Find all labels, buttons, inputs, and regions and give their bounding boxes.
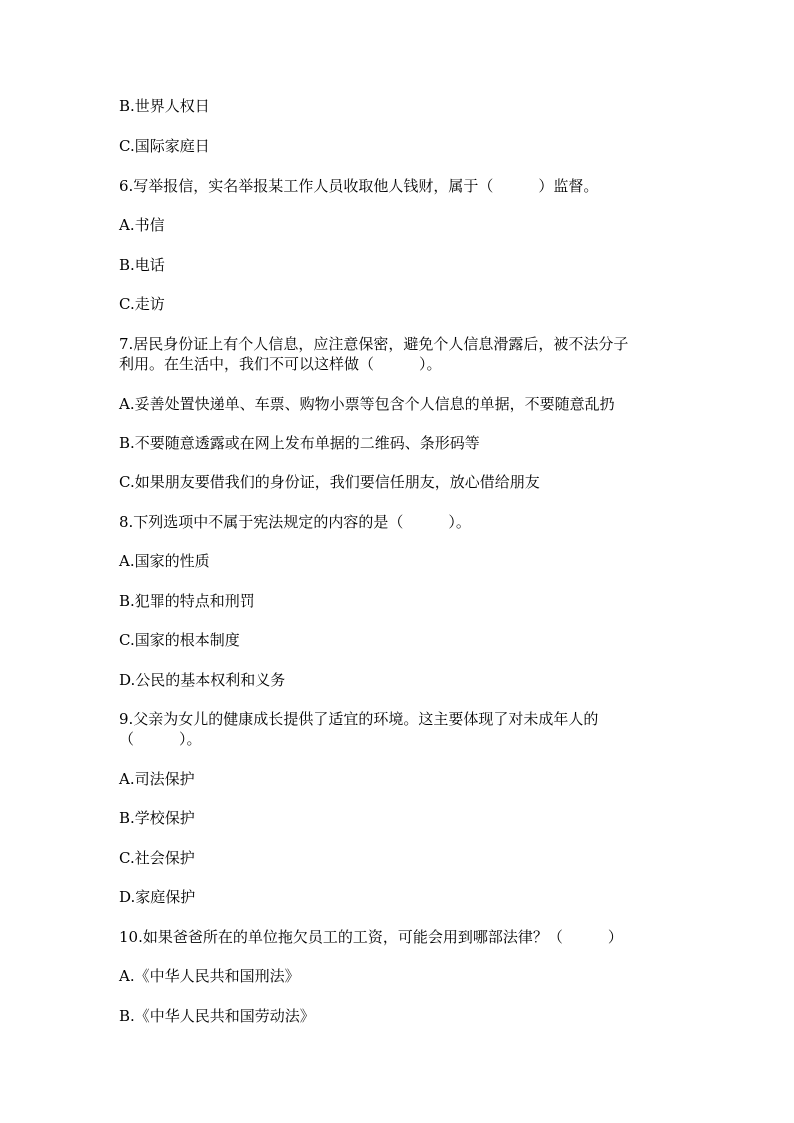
q5-option-c: C.国际家庭日 <box>119 137 210 155</box>
q5-option-b: B.世界人权日 <box>119 97 210 115</box>
q7-option-b: B.不要随意透露或在网上发布单据的二维码、条形码等 <box>119 434 480 452</box>
q6-question: 6.写举报信，实名举报某工作人员收取他人钱财，属于（ ）监督。 <box>119 177 599 195</box>
q7-option-c: C.如果朋友要借我们的身份证，我们要信任朋友，放心借给朋友 <box>119 473 540 491</box>
q7-question-line1: 7.居民身份证上有个人信息，应注意保密，避免个人信息滑露后，被不法分子 <box>119 335 629 353</box>
q8-question: 8.下列选项中不属于宪法规定的内容的是（ ）。 <box>119 513 471 531</box>
q8-option-c: C.国家的根本制度 <box>119 631 240 649</box>
q10-option-b: B.《中华人民共和国劳动法》 <box>119 1007 315 1025</box>
q6-option-a: A.书信 <box>119 216 165 234</box>
q7-option-a: A.妥善处置快递单、车票、购物小票等包含个人信息的单据，不要随意乱扔 <box>119 395 615 413</box>
q8-option-b: B.犯罪的特点和刑罚 <box>119 592 255 610</box>
q8-option-d: D.公民的基本权利和义务 <box>119 671 286 689</box>
q9-option-b: B.学校保护 <box>119 809 195 827</box>
q9-question-line1: 9.父亲为女儿的健康成长提供了适宜的环境。这主要体现了对未成年人的 <box>119 710 599 728</box>
q9-option-d: D.家庭保护 <box>119 888 196 906</box>
q8-option-a: A.国家的性质 <box>119 552 210 570</box>
q9-option-a: A.司法保护 <box>119 770 195 788</box>
q7-question-line2: 利用。在生活中，我们不可以这样做（ ）。 <box>119 355 442 373</box>
q9-question-line2: （ ）。 <box>119 730 202 748</box>
q10-option-a: A.《中华人民共和国刑法》 <box>119 967 300 985</box>
q6-option-b: B.电话 <box>119 256 165 274</box>
q9-option-c: C.社会保护 <box>119 849 195 867</box>
q10-question: 10.如果爸爸所在的单位拖欠员工的工资，可能会用到哪部法律？（ ） <box>119 928 623 946</box>
q6-option-c: C.走访 <box>119 295 165 313</box>
